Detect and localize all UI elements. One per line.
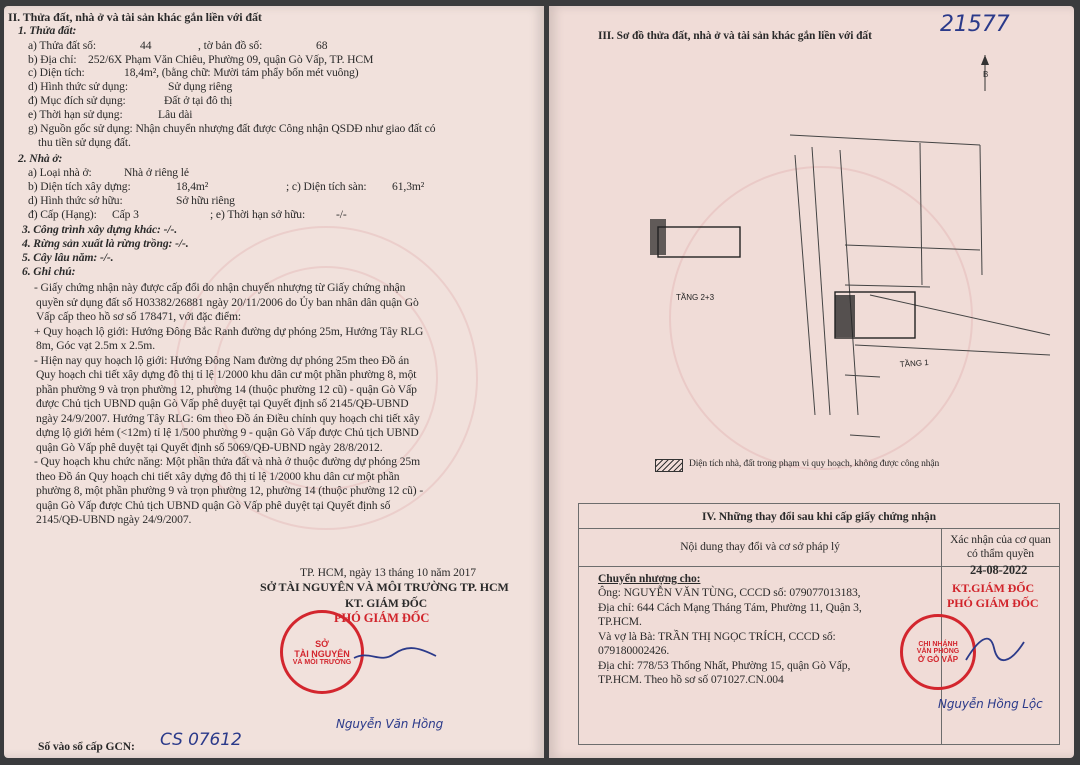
perennial: 5. Cây lâu năm: -/-.	[22, 251, 114, 264]
build-area-value: 18,4m²	[176, 180, 209, 193]
note-line: phần phường 9 và trọn phường 12, phường 14 (thuộc phường 12 cũ) - quận Gò Vấp	[36, 382, 417, 396]
seal-r-text-1: CHI NHÁNH	[918, 640, 958, 648]
handwritten-file-number: 21577	[940, 12, 1010, 37]
forest: 4. Rừng sản xuất là rừng trồng: -/-.	[22, 237, 189, 250]
section3-title: III. Sơ đồ thửa đất, nhà ở và tài sản khác gắn liền với đất	[598, 30, 872, 42]
build-area-label: b) Diện tích xây dựng:	[28, 180, 131, 193]
note-line: - Hiện nay quy hoạch lộ giới: Hướng Đông Nam đường dự phóng 25m theo Đồ án	[34, 353, 410, 367]
note-line: Vấp cấp theo hồ sơ số 178471, với đặc điểm:	[36, 310, 242, 323]
section4-title: IV. Những thay đổi sau khi cấp giấy chứng nhận	[702, 510, 936, 523]
issuer-name: SỞ TÀI NGUYÊN VÀ MÔI TRƯỜNG TP. HCM	[260, 580, 509, 594]
left-signature-scribble	[350, 640, 440, 670]
floor-area-label: ; c) Diện tích sàn:	[286, 180, 367, 193]
notes-title: 6. Ghi chú:	[22, 265, 76, 278]
legend-text: Diện tích nhà, đất trong phạm vi quy hoạch, không được công nhận	[689, 459, 940, 469]
note-line: Quy hoạch chi tiết xây dựng đô thị tỉ lệ 1/2000 khu dân cư một phần phường 8, một	[36, 368, 417, 381]
col-content-label: Nội dung thay đổi và cơ sở pháp lý	[680, 540, 840, 553]
north-label: B	[983, 70, 989, 79]
grade-label: đ) Cấp (Hạng):	[28, 208, 97, 221]
own-term-value: -/-	[336, 208, 347, 221]
note-line: theo Đồ án Quy hoạch chi tiết xây dựng đô thị tỉ lệ 1/2000 khu dân cư một phần	[36, 469, 400, 483]
left-signer-name: Nguyễn Văn Hồng	[336, 717, 444, 731]
transfer-line: TP.HCM.	[598, 615, 642, 628]
col-content-header	[579, 528, 942, 567]
area-label: c) Diện tích:	[28, 66, 85, 79]
seal-text-2: TÀI NGUYÊN	[294, 648, 350, 659]
use-form-label: d) Hình thức sử dụng:	[28, 80, 128, 93]
use-term-label: e) Thời hạn sử dụng:	[28, 108, 123, 121]
confirm-date: 24-08-2022	[970, 563, 1028, 577]
seal-text-1: SỞ	[315, 638, 329, 649]
note-line: - Giấy chứng nhận này được cấp đổi do nhận chuyển nhượng từ Giấy chứng nhận	[34, 281, 406, 294]
section2-title: II. Thửa đất, nhà ở và tài sản khác gắn liền với đất	[8, 10, 262, 24]
registry-label: Số vào sổ cấp GCN:	[38, 740, 135, 753]
confirm-role-2: PHÓ GIÁM ĐỐC	[947, 596, 1039, 610]
seal-r-text-3: Ở GÒ VẤP	[917, 654, 959, 664]
land-title: 1. Thửa đất:	[18, 24, 77, 37]
issuer-role-stamp: PHÓ GIÁM ĐỐC	[334, 611, 430, 625]
origin-line2: thu tiền sử dụng đất.	[38, 136, 131, 149]
floor-upper-label: TẦNG 2+3	[676, 293, 715, 302]
seal-r-text-2: VĂN PHÒNG	[916, 647, 960, 655]
note-line: phường 8, một phần phường 9 và trọn phường 12, phường 14 (thuộc phường 12 cũ) -	[36, 484, 424, 497]
legend-hatch-icon	[655, 459, 683, 472]
parcel-diagram	[640, 55, 1060, 475]
origin-line1: g) Nguồn gốc sử dụng: Nhận chuyển nhượng đất được Công nhận QSDĐ như giao đất có	[28, 122, 436, 135]
note-line: quyền sử dụng đất số H03382/26881 ngày 20/11/2006 do Ủy ban nhân dân quận Gò	[36, 295, 419, 309]
parcel-value: 44	[140, 39, 152, 52]
transfer-line: Ông: NGUYỄN VĂN TÙNG, CCCD số: 079077013183,	[598, 586, 861, 599]
issuer-role: KT. GIÁM ĐỐC	[345, 597, 427, 610]
north-arrow-icon	[981, 55, 989, 65]
house-type-label: a) Loại nhà ở:	[28, 166, 92, 179]
col-confirm-header	[942, 528, 1059, 567]
parcel-label: a) Thửa đất số:	[28, 39, 96, 52]
transfer-line: Và vợ là Bà: TRẦN THỊ NGỌC TRÍCH, CCCD số:	[598, 629, 836, 643]
house-title: 2. Nhà ở:	[18, 152, 63, 165]
note-line: - Quy hoạch khu chức năng: Một phần thửa đất và nhà ở thuộc đường dự phóng 25m	[34, 455, 421, 468]
floor-ground-label: TẦNG 1	[899, 358, 929, 369]
note-line: ngày 24/9/2007. Hướng Tây RLG: 6m theo Đồ án Điều chỉnh quy hoạch chi tiết xây	[36, 411, 420, 425]
note-line: quận Gò Vấp được Chủ tịch UBND quận Gò Vấp phê duyệt tại Quyết định số	[36, 498, 391, 512]
address-value: 252/6X Phạm Văn Chiêu, Phường 09, quận Gò Vấp, TP. HCM	[88, 53, 374, 66]
registry-value: CS 07612	[160, 730, 242, 750]
ownership-label: d) Hình thức sở hữu:	[28, 194, 123, 207]
transfer-line: Địa chỉ: 778/53 Thống Nhất, Phường 15, quận Gò Vấp,	[598, 658, 851, 672]
use-purpose-label: đ) Mục đích sử dụng:	[28, 94, 126, 107]
changes-header	[579, 504, 1059, 529]
transfer-line: TP.HCM. Theo hồ sơ số 071027.CN.004	[598, 673, 784, 686]
transfer-line: 079180002426.	[598, 644, 670, 657]
issue-date: TP. HCM, ngày 13 tháng 10 năm 2017	[300, 566, 476, 579]
right-signature-scribble	[960, 620, 1030, 670]
use-purpose-value: Đất ở tại đô thị	[164, 94, 233, 107]
use-form-value: Sử dụng riêng	[168, 80, 233, 93]
note-line: + Quy hoạch lộ giới: Hướng Đông Bắc Ranh đường dự phóng 25m, Hướng Tây RLG	[34, 324, 424, 338]
col-confirm-label-2: có thẩm quyền	[967, 547, 1034, 560]
col-confirm-label-1: Xác nhận của cơ quan	[950, 533, 1051, 546]
own-term-label: ; e) Thời hạn sở hữu:	[210, 208, 306, 221]
note-line: quận Gò Vấp phê duyệt tại Quyết định số 5069/QĐ-UBND ngày 28/8/2012.	[36, 440, 383, 454]
seal-text-3: VÀ MÔI TRƯỜNG	[292, 658, 352, 666]
house-type-value: Nhà ở riêng lẻ	[124, 166, 189, 179]
note-line: 2145/QĐ-UBND ngày 24/9/2007.	[36, 513, 192, 526]
note-line: được Chủ tịch UBND quận Gò Vấp phê duyệt tại Quyết định số 2145/QĐ-UBND	[36, 397, 409, 410]
legend	[655, 457, 995, 473]
confirm-role-1: KT.GIÁM ĐỐC	[952, 581, 1035, 595]
transfer-title: Chuyển nhượng cho:	[598, 572, 701, 585]
floor-area-value: 61,3m²	[392, 180, 425, 193]
note-line: dựng lộ giới hẻm (<12m) tỉ lệ 1/500 phường 9 - quận Gò Vấp được Chủ tịch UBND	[36, 426, 419, 439]
other-works: 3. Công trình xây dựng khác: -/-.	[22, 223, 178, 236]
use-term-value: Lâu dài	[158, 108, 193, 121]
map-sheet-label: , tờ bản đồ số:	[198, 39, 263, 52]
note-line: 8m, Góc vạt 2.5m x 2.5m.	[36, 339, 156, 352]
area-value: 18,4m², (bằng chữ: Mười tám phẩy bốn mét vuông)	[124, 66, 359, 79]
transfer-line: Địa chỉ: 644 Cách Mạng Tháng Tám, Phường 11, Quận 3,	[598, 600, 862, 614]
map-sheet-value: 68	[316, 39, 328, 52]
address-label: b) Địa chỉ:	[28, 53, 77, 66]
grade-value: Cấp 3	[112, 208, 139, 221]
ownership-value: Sở hữu riêng	[176, 194, 235, 207]
right-signer-name: Nguyễn Hồng Lộc	[938, 697, 1043, 711]
